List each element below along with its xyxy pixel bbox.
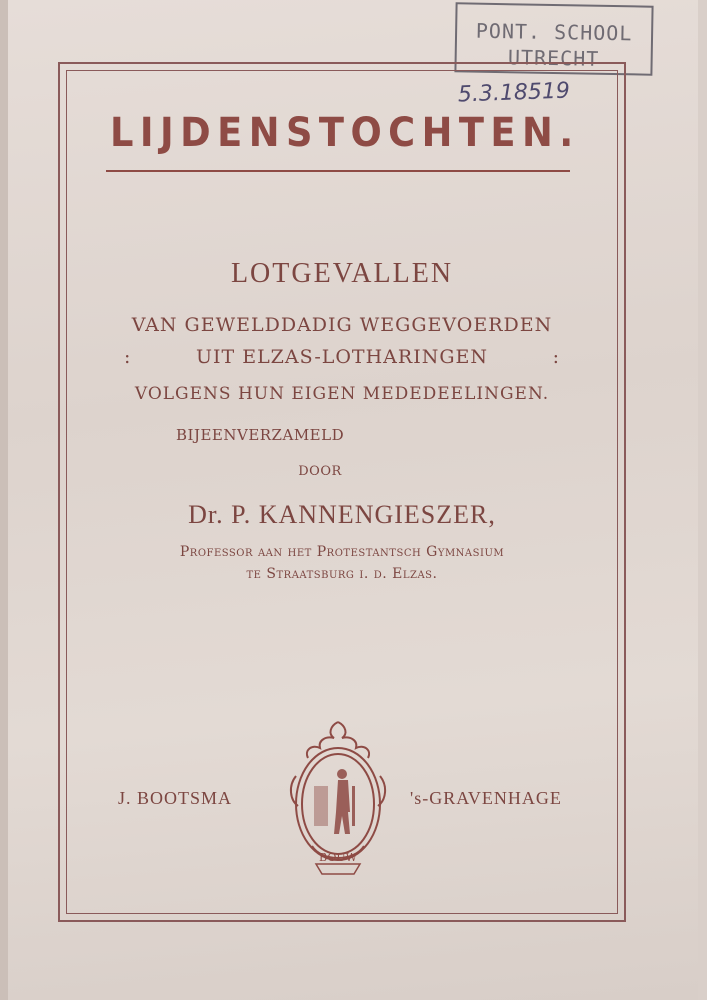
emblem-text: BOUW — [319, 851, 357, 864]
publisher-city: 's-GRAVENHAGE — [410, 788, 562, 808]
subtitle-line-2-text: UIT ELZAS-LOTHARINGEN — [195, 346, 489, 368]
by-label: DOOR — [298, 464, 342, 479]
title-rule — [106, 170, 570, 172]
book-title: LIJDENSTOCHTEN. — [110, 110, 580, 156]
page-edge-shadow — [0, 0, 8, 1000]
stamp-line-2: UTRECHT — [507, 45, 600, 71]
colon-right: : — [552, 346, 560, 368]
subtitle-line-2 — [66, 346, 618, 368]
stamp-line-1: PONT. SCHOOL — [475, 18, 633, 46]
author-affiliation-2: te Straatsburg i. d. Elzas. — [246, 566, 438, 582]
publisher-name: J. BOOTSMA — [118, 788, 233, 808]
publisher-emblem-icon — [282, 716, 394, 876]
compiled-label: BIJEENVERZAMELD — [176, 426, 345, 444]
book-subtitle: LOTGEVALLEN — [230, 258, 454, 289]
subtitle-line-1: VAN GEWELDDADIG WEGGEVOERDEN — [131, 314, 553, 336]
author-affiliation-1: Professor aan het Protestantsch Gymnasium — [179, 544, 505, 560]
subtitle-line-3: VOLGENS HUN EIGEN MEDEDEELINGEN. — [134, 384, 550, 404]
author-name: Dr. P. KANNENGIESZER, — [188, 500, 496, 529]
colon-left: : — [124, 346, 132, 368]
handwritten-shelfmark: 5.3.18519 — [457, 78, 571, 108]
